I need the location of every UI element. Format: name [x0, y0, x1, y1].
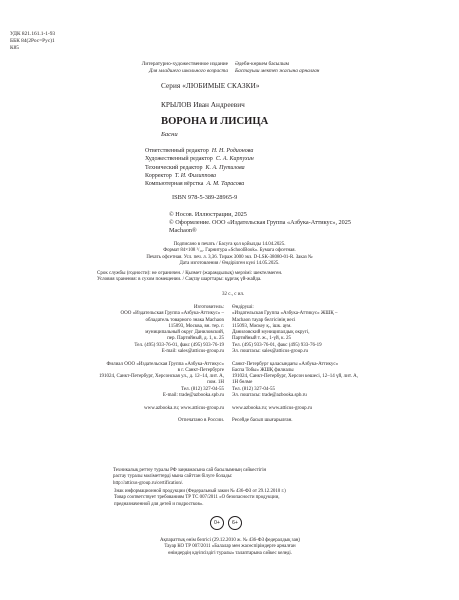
- website-links[interactable]: www.azbooka.ru; www.atticus-group.ru: [143, 405, 224, 411]
- series-name: Серия «ЛЮБИМЫЕ СКАЗКИ»: [161, 82, 260, 90]
- publication-type-kz: [235, 61, 319, 75]
- branch-line: пом. 1Н: [207, 380, 224, 386]
- credit-name: Н. Н. Родионова: [211, 148, 254, 154]
- print-spec-line: Подписано в печать / Басуға қол қойылды 14.04.2025.: [173, 242, 286, 247]
- branch-line: 191024, Санкт-Петербург, Херсон көшесі, 12–14 үй, лит. А,: [232, 374, 358, 380]
- credit-name: К. А. Путилова: [205, 164, 245, 171]
- branch-line: Филиал ООО «Издательская Группа «Азбука-Аттикус»: [106, 361, 224, 367]
- kz-sign-line: өнімдердің қауіпсіздігі туралы» талаптарына сәйкес келеді.: [168, 550, 292, 556]
- copyright-block: [169, 211, 351, 235]
- branch-address: [96, 362, 224, 400]
- manufacturer-line: ООО «Издательская Группа «Азбука-Аттикус» –: [120, 311, 224, 317]
- credit-role: Корректор: [145, 172, 172, 179]
- branch-line: Санкт-Петербург қаласындағы «Азбука-Аттикус»: [232, 361, 339, 367]
- manufacturer-line: 115093, Мәскеу қ., ішк. аум.: [232, 323, 292, 329]
- book-title: ВОРОНА И ЛИСИЦА: [161, 116, 269, 127]
- print-spec-line: Печать офсетная. Усл. печ. л. 3,36. Тираж 3000 экз. D-LSK-38080-01-R. Заказ №: [146, 254, 313, 260]
- manufacturer-line: E-mail: sales@atticus-group.ru: [161, 349, 224, 355]
- isbn: ISBN 978-5-389-28965-9: [172, 194, 238, 201]
- manufacturer-line: Machaon тауар белгісінің иесі: [232, 317, 296, 323]
- manufacturer-line: Эл. поштасы: sales@atticus-group.ru: [232, 349, 309, 355]
- credit-name: А. М. Тарасова: [206, 181, 245, 188]
- credit-role: Ответственный редактор: [145, 148, 209, 154]
- storage-info: [97, 271, 282, 284]
- website-links[interactable]: www.azbooka.ru; www.atticus-group.ru: [232, 405, 313, 411]
- info-product-sign: [114, 489, 286, 508]
- credit-name: С. А. Карпухин: [215, 156, 254, 163]
- websites: [96, 406, 224, 412]
- print-spec-line: Дата изготовления / Өндірілген күні 14.05.2025.: [179, 261, 280, 267]
- branch-line: E-mail: trade@azbooka.spb.ru: [162, 393, 224, 399]
- udc-code: УДК 821.161.1-1-93: [10, 31, 56, 37]
- sign-line: Товар соответствует требованиям ТР ТС 007/2011 «О безопасности продукции,: [114, 495, 280, 501]
- manufacturer-line: обладатель товарного знака Machaon: [145, 317, 224, 323]
- print-specs: [127, 242, 332, 268]
- credit-role: Художественный редактор: [145, 156, 213, 163]
- kz-sign-line: Ақпараттық өнім белгісі (29.12.2010 ж. № 436-ФЗ федералдық заң): [159, 538, 301, 543]
- credit-row: [145, 147, 254, 155]
- manufacturer-line: Изготовитель:: [193, 305, 224, 310]
- manufacturer-line: Тел. (495) 933-76-01, факс (495) 933-76-19: [232, 342, 322, 348]
- branch-line: Эл. поштасы: trade@azbooka.spb.ru: [232, 393, 307, 399]
- publication-kind-kz: Әдеби-көркем басылым: [235, 61, 290, 67]
- certification-line: Техникалық реттеу туралы РФ заңнамасына сай басылымның сәйкестігін: [113, 468, 267, 473]
- age-rating-marks: [210, 516, 250, 530]
- copyright-illustrations: © Носов. Иллюстрации, 2025: [169, 211, 247, 218]
- audience-age-kz: Бастауыш мектеп жасына арналған: [235, 68, 320, 74]
- classification-codes: [10, 31, 55, 53]
- branch-line: 191024, Санкт-Петербург, Херсонская ул., д. 12–14, лит. А,: [99, 374, 224, 380]
- manufacturer-address: [96, 305, 224, 355]
- credit-row: [145, 172, 254, 180]
- audience-age: Для младшего школьного возраста: [149, 68, 228, 74]
- manufacturer-address-kz: [232, 305, 358, 355]
- websites-kz: [232, 406, 358, 412]
- author-mark: К85: [10, 45, 19, 52]
- branch-line: 1Н бөлме: [232, 380, 253, 386]
- bbk-code: ББК 84(2Рос=Рус)1: [10, 38, 55, 45]
- branch-line: в г. Санкт-Петербурге: [177, 367, 224, 373]
- credit-name: Т. И. Филиппова: [174, 172, 217, 179]
- publication-kind: Литературно-художественное издание: [141, 61, 228, 67]
- service-life: Срок службы (годности): не ограничен. / Қызмет (жарамдылық) мерзімі: шектелмеген.: [97, 271, 283, 276]
- manufacturer-kz: [232, 305, 358, 431]
- manufacturer-line: пер. Партийный, д. 1, к. 25: [167, 336, 224, 342]
- storage-conditions: Условия хранения: в сухом помещении. / Сақтау шарттары: құрғақ үй-жайда.: [97, 277, 262, 283]
- certification-link[interactable]: http://atticus-group.ru/certification/.: [113, 480, 184, 486]
- manufacturer-line: Өндіруші:: [232, 305, 254, 310]
- book-genre: Басни: [161, 131, 178, 138]
- manufacturer-line: муниципальный округ Даниловский,: [145, 330, 224, 336]
- credit-role: Компьютерная вёрстка: [145, 181, 204, 188]
- copyright-design: © Оформление. ООО «Издательская Группа «Азбука-Аттикус», 2025: [169, 218, 351, 226]
- publisher-brand: Machaon®: [169, 226, 197, 234]
- branch-address-kz: [232, 362, 358, 400]
- sign-line: Знак информационной продукции (Федеральный закон № 436-ФЗ от 29.12.2010 г.): [114, 489, 286, 494]
- age-rating-6-icon: 6+: [228, 516, 242, 530]
- credits-list: [145, 147, 254, 188]
- printed-in-kz: [232, 418, 358, 424]
- certification-line: растау туралы мәліметтерді мына сайттан білуге болады:: [113, 474, 233, 480]
- page-count: 32 с., с ил.: [222, 292, 245, 297]
- manufacturer-line: Партийный т. ж., 1-үй, к. 25: [232, 336, 292, 342]
- credit-role: Технический редактор: [145, 164, 203, 171]
- certification-info: [113, 468, 266, 487]
- printed-in-line: Отпечатано в России.: [178, 418, 224, 424]
- sign-line: предназначенной для детей и подростков».: [114, 501, 204, 507]
- kz-sign-line: Тауар КО ТР 007/2011 «Балалар мен жасөспірімдерге арналған: [164, 544, 296, 550]
- author-name: КРЫЛОВ Иван Андреевич: [161, 100, 245, 109]
- manufacturer-line: Тел. (495) 933-76-01, факс (495) 933-76-19: [134, 342, 224, 348]
- kz-info-product-sign: [120, 538, 340, 557]
- credit-row: [145, 155, 254, 163]
- branch-line: Тел. (812) 327-04-55: [232, 386, 275, 392]
- age-rating-0-icon: 0+: [210, 516, 224, 530]
- printed-in: [96, 418, 224, 424]
- manufacturer-line: Даниловский муниципалдық округі,: [232, 330, 310, 336]
- branch-line: Тел. (812) 327-04-55: [181, 386, 224, 392]
- manufacturer-ru: [96, 305, 224, 431]
- credit-row: [145, 164, 254, 172]
- print-spec-line: Формат 84×108 ¹/₁₆. Гарнитура «SchoolBook». Бумага офсетная.: [163, 248, 296, 254]
- manufacturer-line: «Издательская Группа «Азбука-Аттикус» ЖШҚ –: [232, 311, 338, 317]
- manufacturer-line: 115093, Москва, вн. тер. г.: [168, 323, 224, 329]
- branch-line: Баспа Тобы» ЖШҚ филиалы: [232, 367, 294, 373]
- credit-row: [145, 180, 254, 188]
- printed-in-line: Ресейде басып шығарылған.: [232, 418, 293, 424]
- publication-type-ru: [118, 61, 228, 75]
